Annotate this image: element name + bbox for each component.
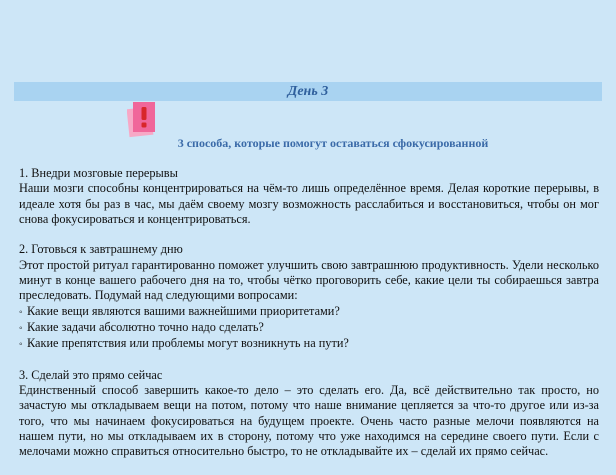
section-heading: 3. Сделай это прямо сейчас	[19, 367, 163, 382]
subtitle: 3 способа, которые помогут оставаться сфокусированной	[177, 136, 489, 150]
section-heading: 2. Готовься к завтрашнему дню	[19, 242, 183, 257]
list-item: ◦ Какие вещи являются вашими важнейшими приоритетами?	[19, 304, 599, 320]
section-brain-breaks	[19, 166, 599, 227]
section-text: Наши мозги способны концентрироваться на чём-то лишь определённое время. Делая короткие перерывы, в идеале хотя бы раз в час, мы даём своему мозгу возможность расслабиться и восстановиться, чтобы он мог снова фокусироваться и концентрироваться.	[19, 181, 599, 226]
list-item: ◦ Какие задачи абсолютно точно надо сделать?	[19, 320, 599, 336]
list-item: ◦ Какие препятствия или проблемы могут возникнуть на пути?	[19, 336, 599, 352]
section-do-it-now	[19, 368, 599, 460]
section-heading: 1. Внедри мозговые перерывы	[19, 166, 178, 180]
section-prepare-tomorrow	[19, 242, 599, 352]
question-list	[19, 304, 599, 353]
section-text: Единственный способ завершить какое-то дело – это сделать его. Да, всё действительно так просто, но зачастую мы откладываем вещи на потом, потому что наше внимание цепляется за что-то другое или из-за того, что мы начинаем фокусироваться на будущем проекте. Очень часто разные мелочи появляются на нашем пути, но мы откладываем их в сторону, потому что уже находимся на середине своего пути. Если с мелочами можно справиться относительно быстро, то не откладывайте их – сделай их прямо сейчас.	[19, 383, 599, 459]
day-title-banner	[14, 82, 602, 101]
content-body	[19, 166, 599, 475]
exclamation-sticky-note-icon	[127, 100, 161, 140]
section-text: Этот простой ритуал гарантированно поможет улучшить свою завтрашнюю продуктивность. Удели несколько минут в конце вашего рабочего дня на то, чтобы чётко проговорить себе, какие цели ты собираешься завтра преследовать. Подумай над следующими вопросами:	[19, 257, 599, 303]
day-title: День 3	[287, 84, 329, 99]
